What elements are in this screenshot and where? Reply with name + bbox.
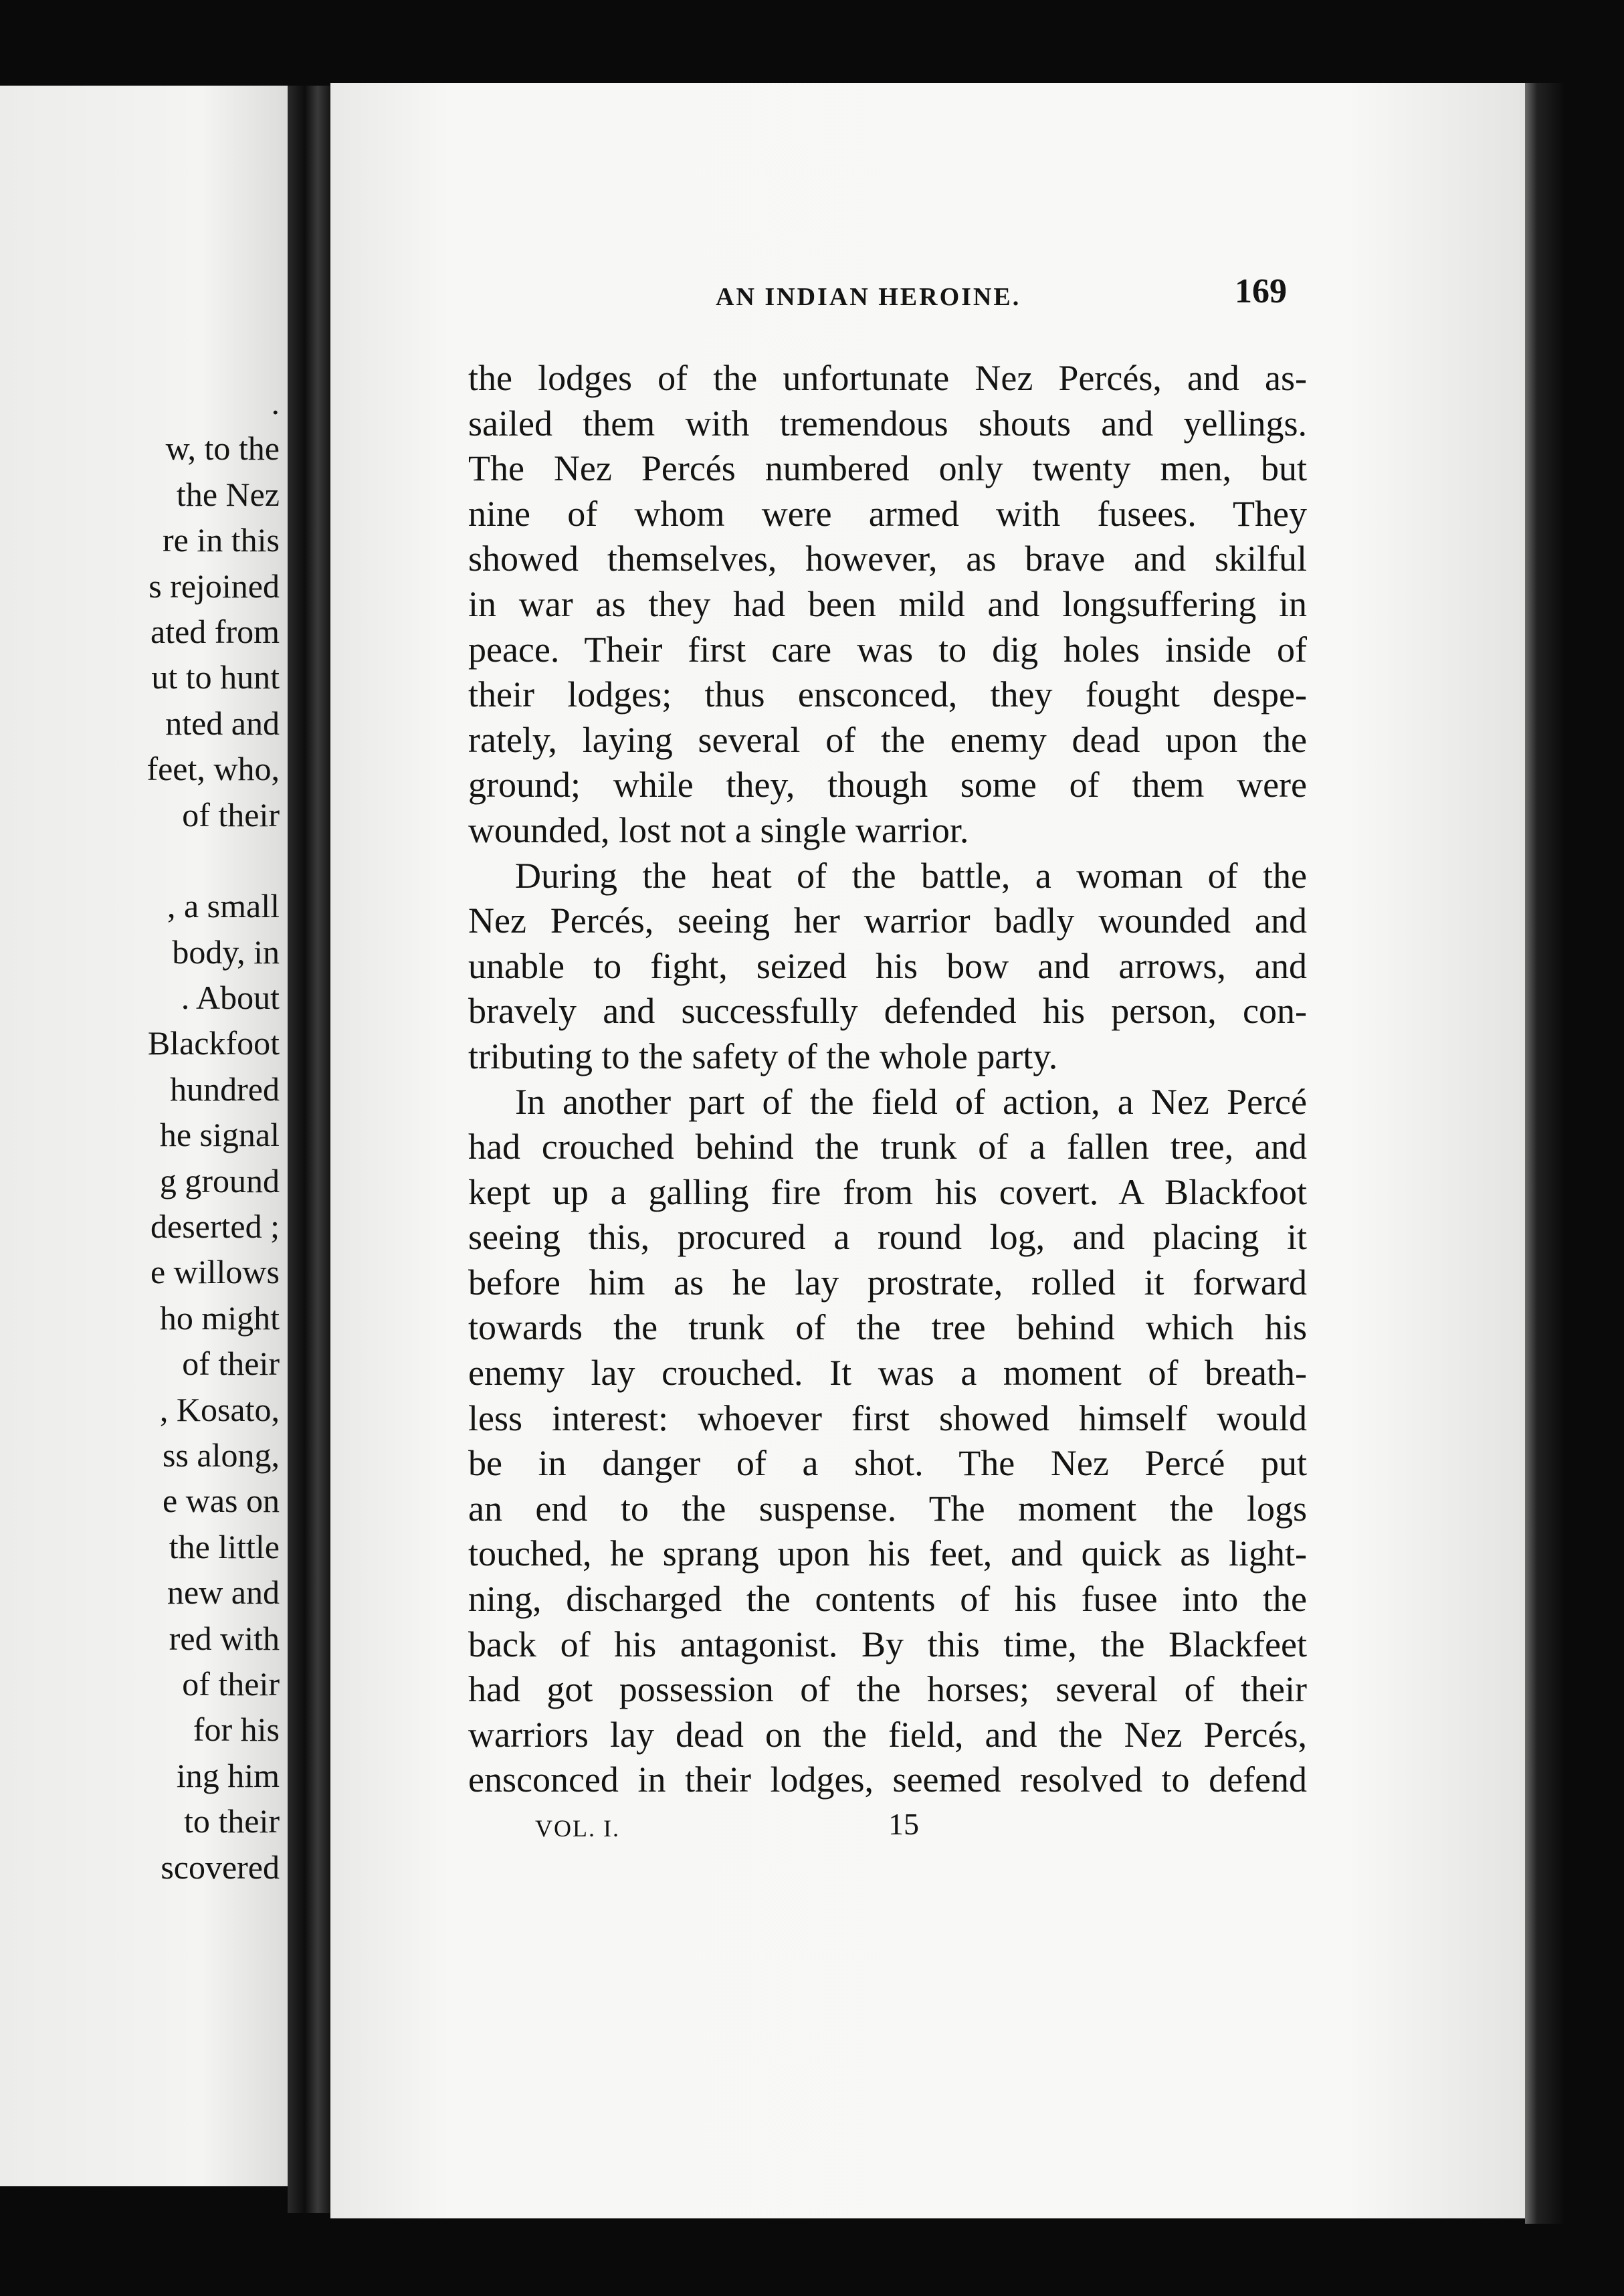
text-line: warriors lay dead on the field, and the Nez Percés, [468, 1714, 1307, 1755]
paragraph [468, 356, 1307, 854]
left-page-line: scovered [161, 1848, 280, 1886]
text-line: unable to fight, seized his bow and arrows, and [468, 945, 1307, 986]
left-page-line: the Nez [176, 475, 280, 513]
text-line: ning, discharged the contents of his fusee into the [468, 1579, 1307, 1620]
left-page-line: for his [193, 1711, 280, 1749]
left-page-line: g ground [159, 1161, 280, 1200]
text-line: tributing to the safety of the whole party. [468, 1036, 1058, 1076]
left-page-line: . [271, 384, 280, 421]
left-page-line: e was on [163, 1482, 280, 1520]
paragraph [468, 1080, 1307, 1804]
left-page-line [0, 838, 280, 883]
left-page-line: hundred [170, 1070, 280, 1108]
text-line: In another part of the field of action, a Nez Percé [515, 1081, 1307, 1122]
text-line: touched, he sprang upon his feet, and quick as light- [468, 1533, 1307, 1574]
left-page-line: ut to hunt [151, 658, 280, 696]
page-edge [1525, 83, 1565, 2224]
text-line: be in danger of a shot. The Nez Percé put [468, 1443, 1307, 1484]
text-line: less interest: whoever first showed himself would [468, 1398, 1307, 1438]
left-page-line: of their [182, 1345, 280, 1383]
left-page-line: e willows [150, 1253, 280, 1291]
left-page-line: ho might [159, 1299, 280, 1337]
page-number: 169 [1235, 272, 1287, 310]
text-line: Nez Percés, seeing her warrior badly wounded and [468, 900, 1307, 941]
left-page-line: ated from [150, 612, 280, 650]
body-text [468, 356, 1307, 1803]
left-page-line: new and [167, 1573, 280, 1612]
left-page-line: deserted ; [150, 1208, 280, 1246]
left-page-line: ss along, [163, 1436, 280, 1474]
left-page-line: the little [169, 1527, 280, 1565]
text-line: rately, laying several of the enemy dead upon the [468, 719, 1307, 760]
left-page-line: he signal [159, 1116, 280, 1154]
text-line: bravely and successfully defended his person, con- [468, 991, 1307, 1032]
left-page-line: . About [181, 979, 280, 1017]
text-line: sailed them with tremendous shouts and yellings. [468, 403, 1307, 444]
text-line: wounded, lost not a single warrior. [468, 809, 969, 850]
text-line: in war as they had been mild and longsuffering in [468, 583, 1307, 624]
running-head: AN INDIAN HEROINE. [716, 283, 1021, 311]
text-line: showed themselves, however, as brave and skilful [468, 539, 1307, 579]
left-page-line: red with [169, 1619, 280, 1657]
paragraph [468, 854, 1307, 1080]
left-page-line: ing him [176, 1756, 280, 1794]
left-page-text [0, 380, 280, 1890]
text-line: kept up a galling fire from his covert. A Blackfoot [468, 1171, 1307, 1212]
left-page-line: body, in [172, 933, 280, 971]
left-page-line: Blackfoot [147, 1024, 280, 1062]
left-page [0, 86, 288, 2186]
text-line: had crouched behind the trunk of a fallen tree, and [468, 1127, 1307, 1167]
text-line: peace. Their first care was to dig holes inside of [468, 629, 1307, 670]
text-line: During the heat of the battle, a woman of the [515, 855, 1307, 896]
text-line: the lodges of the unfortunate Nez Percés, and as- [468, 358, 1307, 398]
text-line: ground; while they, though some of them were [468, 765, 1307, 805]
left-page-line: nted and [165, 704, 280, 742]
text-line: their lodges; thus ensconced, they fought despe- [468, 674, 1307, 715]
text-line: nine of whom were armed with fusees. They [468, 493, 1307, 534]
text-line: before him as he lay prostrate, rolled it forward [468, 1262, 1307, 1303]
footer-signature: 15 [888, 1807, 919, 1841]
text-line: towards the trunk of the tree behind which his [468, 1307, 1307, 1348]
text-line: The Nez Percés numbered only twenty men, but [468, 448, 1307, 489]
text-line: had got possession of the horses; several of their [468, 1669, 1307, 1710]
book-gutter [288, 86, 330, 2213]
text-line: enemy lay crouched. It was a moment of breath- [468, 1353, 1307, 1394]
text-line: seeing this, procured a round log, and placing it [468, 1217, 1307, 1258]
left-page-line: re in this [163, 521, 280, 559]
left-page-line: , a small [167, 887, 280, 925]
left-page-line: of their [182, 1664, 280, 1703]
left-page-line: feet, who, [146, 750, 280, 788]
text-line: an end to the suspense. The moment the logs [468, 1488, 1307, 1529]
text-line: ensconced in their lodges, seemed resolved to defend [468, 1759, 1307, 1800]
left-page-line: to their [183, 1802, 280, 1840]
left-page-line: of their [182, 795, 280, 834]
text-line: back of his antagonist. By this time, the Blackfeet [468, 1624, 1307, 1664]
left-page-line: , Kosato, [159, 1390, 280, 1428]
footer-volume: VOL. I. [535, 1815, 620, 1842]
left-page-line: s rejoined [148, 567, 280, 605]
left-page-line: w, to the [165, 429, 280, 468]
